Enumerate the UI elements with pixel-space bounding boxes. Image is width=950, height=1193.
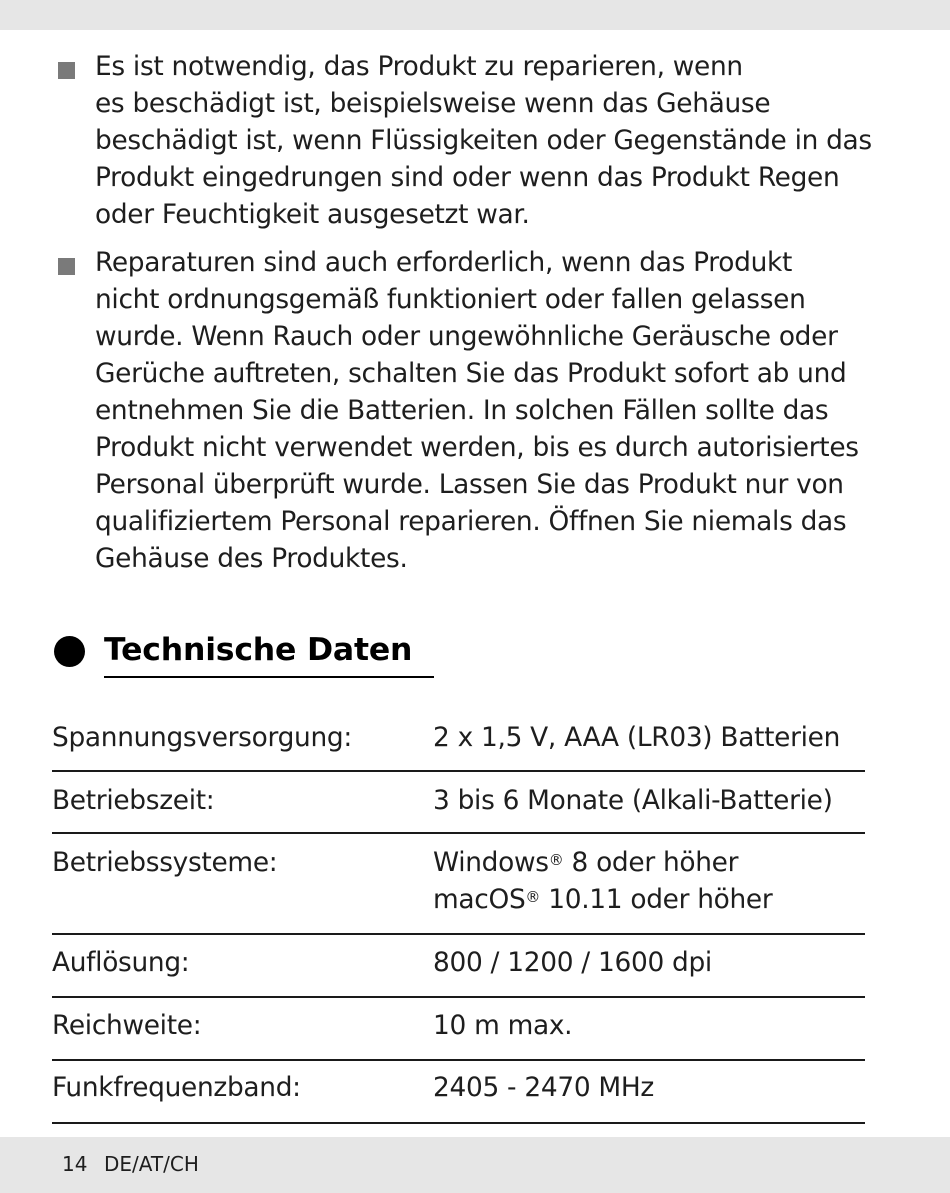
section-bullet-dot-icon xyxy=(54,636,85,667)
text-line: beschädigt ist, wenn Flüssigkeiten oder Gegenstände in das xyxy=(95,125,872,156)
text-line: qualifiziertem Personal reparieren. Öffnen Sie niemals das xyxy=(95,506,847,537)
spec-row-frequency-band xyxy=(52,1061,865,1124)
os-line-macos xyxy=(433,881,772,918)
text-line: nicht ordnungsgemäß funktioniert oder fallen gelassen xyxy=(95,284,806,315)
spec-row-resolution xyxy=(52,935,865,998)
spec-value: 2 x 1,5 V, AAA (LR03) Batterien xyxy=(433,722,841,753)
spec-value-multiline xyxy=(433,844,772,918)
os-version: 10.11 oder höher xyxy=(540,884,773,915)
spec-row-power-supply xyxy=(52,702,865,772)
page-top-band xyxy=(0,0,950,30)
bullet-paragraph xyxy=(95,244,885,577)
page-number: 14 xyxy=(62,1152,88,1176)
spec-value: 3 bis 6 Monate (Alkali-Batterie) xyxy=(433,785,833,816)
spec-value: 800 / 1200 / 1600 dpi xyxy=(433,947,712,978)
registered-mark: ® xyxy=(525,888,541,906)
spec-label: Betriebszeit: xyxy=(52,785,215,816)
page-locale: DE/AT/CH xyxy=(104,1152,199,1176)
spec-label: Spannungsversorgung: xyxy=(52,722,352,753)
text-line: Reparaturen sind auch erforderlich, wenn das Produkt xyxy=(95,247,793,278)
text-line: oder Feuchtigkeit ausgesetzt war. xyxy=(95,199,530,230)
section-title: Technische Daten xyxy=(104,632,413,668)
os-line-windows xyxy=(433,844,772,881)
spec-label: Betriebssysteme: xyxy=(52,847,278,878)
spec-row-range xyxy=(52,998,865,1061)
text-line: Es ist notwendig, das Produkt zu reparieren, wenn xyxy=(95,51,743,82)
os-name: Windows xyxy=(433,847,549,878)
os-version: 8 oder höher xyxy=(563,847,739,878)
text-line: es beschädigt ist, beispielsweise wenn das Gehäuse xyxy=(95,88,771,119)
section-title-underline xyxy=(104,676,434,678)
os-name: macOS xyxy=(433,884,526,915)
text-line: Produkt eingedrungen sind oder wenn das Produkt Regen xyxy=(95,162,840,193)
bullet-paragraph xyxy=(95,48,885,233)
text-line: wurde. Wenn Rauch oder ungewöhnliche Geräusche oder xyxy=(95,321,838,352)
square-bullet-icon xyxy=(58,258,75,275)
square-bullet-icon xyxy=(58,62,75,79)
text-line: Gehäuse des Produktes. xyxy=(95,543,408,574)
text-line: Personal überprüft wurde. Lassen Sie das Produkt nur von xyxy=(95,469,844,500)
spec-label: Auflösung: xyxy=(52,947,190,978)
text-line: Produkt nicht verwendet werden, bis es durch autorisiertes xyxy=(95,432,859,463)
spec-value: 10 m max. xyxy=(433,1010,573,1041)
spec-label: Funkfrequenzband: xyxy=(52,1072,301,1103)
text-line: entnehmen Sie die Batterien. In solchen Fällen sollte das xyxy=(95,395,829,426)
text-line: Gerüche auftreten, schalten Sie das Produkt sofort ab und xyxy=(95,358,847,389)
spec-label: Reichweite: xyxy=(52,1010,202,1041)
spec-row-operating-systems xyxy=(52,834,865,935)
spec-row-operating-time xyxy=(52,772,865,834)
spec-value: 2405 - 2470 MHz xyxy=(433,1072,654,1103)
registered-mark: ® xyxy=(548,851,564,869)
